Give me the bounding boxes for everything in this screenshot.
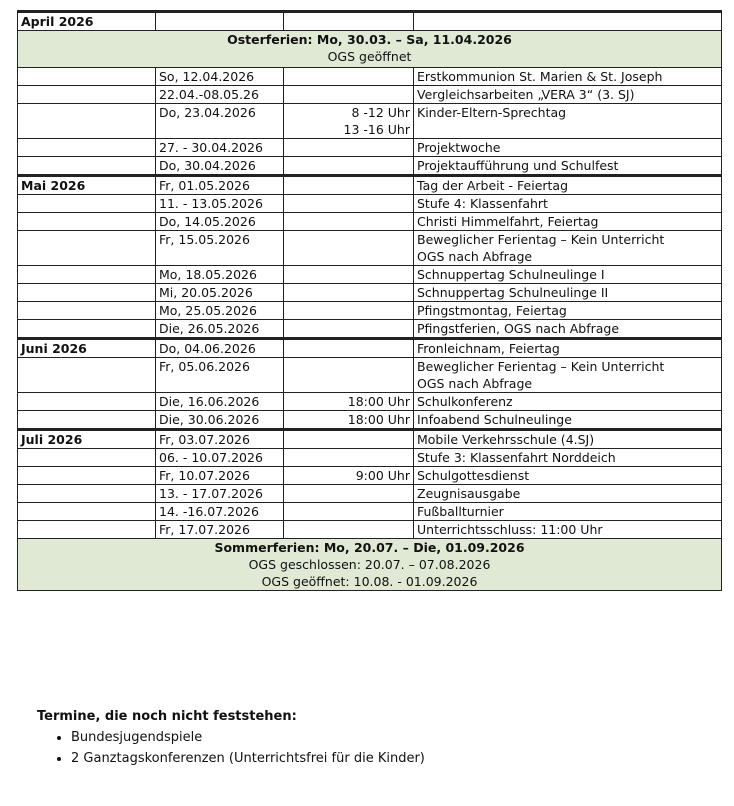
empty-cell bbox=[18, 521, 156, 539]
time-cell bbox=[284, 157, 414, 176]
table-row bbox=[18, 213, 722, 231]
table-row bbox=[18, 467, 722, 485]
time-cell bbox=[284, 411, 414, 430]
table-row bbox=[18, 86, 722, 104]
event-cell bbox=[414, 231, 722, 266]
table-row bbox=[18, 521, 722, 539]
month-header-row bbox=[18, 430, 722, 449]
event-cell bbox=[414, 139, 722, 157]
event-cell bbox=[414, 521, 722, 539]
event-text: Beweglicher Ferientag – Kein Unterricht bbox=[417, 359, 665, 374]
event-text: Unterrichtsschluss: 11:00 Uhr bbox=[417, 522, 603, 537]
empty-cell bbox=[18, 358, 156, 393]
table-row bbox=[18, 266, 722, 284]
event-cell bbox=[414, 86, 722, 104]
event-text: Fußballturnier bbox=[417, 504, 504, 519]
table-row bbox=[18, 157, 722, 176]
holiday-banner-row bbox=[18, 539, 722, 591]
time-value: 9:00 Uhr bbox=[355, 468, 410, 483]
empty-cell bbox=[18, 68, 156, 86]
table-row bbox=[18, 485, 722, 503]
table-row bbox=[18, 503, 722, 521]
empty-cell bbox=[414, 12, 722, 31]
table-row bbox=[18, 139, 722, 157]
date-cell: Die, 30.06.2026 bbox=[156, 411, 284, 430]
event-text: Infoabend Schulneulinge bbox=[417, 412, 572, 427]
empty-cell bbox=[18, 449, 156, 467]
date-cell: Fr, 10.07.2026 bbox=[156, 467, 284, 485]
time-cell bbox=[284, 284, 414, 302]
holiday-note: OGS geöffnet bbox=[327, 49, 412, 64]
date-cell: Fr, 03.07.2026 bbox=[156, 430, 284, 449]
event-cell bbox=[414, 157, 722, 176]
event-text: Beweglicher Ferientag – Kein Unterricht bbox=[417, 232, 665, 247]
event-text: Vergleichsarbeiten „VERA 3“ (3. SJ) bbox=[417, 87, 635, 102]
event-cell bbox=[414, 503, 722, 521]
time-cell bbox=[284, 449, 414, 467]
month-label: Juli 2026 bbox=[18, 430, 156, 449]
table-row bbox=[18, 449, 722, 467]
date-cell: Mi, 20.05.2026 bbox=[156, 284, 284, 302]
date-cell: So, 12.04.2026 bbox=[156, 68, 284, 86]
time-cell bbox=[284, 339, 414, 358]
event-cell bbox=[414, 411, 722, 430]
pending-dates-list bbox=[37, 727, 425, 769]
event-text: Tag der Arbeit - Feiertag bbox=[417, 178, 569, 193]
list-item: • Bundesjugendspiele bbox=[71, 727, 425, 748]
event-text: Schulkonferenz bbox=[417, 394, 513, 409]
time-cell bbox=[284, 393, 414, 411]
empty-cell bbox=[18, 393, 156, 411]
date-cell: Fr, 01.05.2026 bbox=[156, 176, 284, 195]
empty-cell bbox=[18, 320, 156, 339]
time-cell bbox=[284, 104, 414, 139]
month-label: April 2026 bbox=[18, 12, 156, 31]
holiday-title: Sommerferien: Mo, 20.07. – Die, 01.09.2026 bbox=[214, 540, 525, 555]
month-header-row bbox=[18, 12, 722, 31]
time-cell bbox=[284, 195, 414, 213]
time-cell bbox=[284, 68, 414, 86]
table-row bbox=[18, 302, 722, 320]
table-row bbox=[18, 231, 722, 266]
date-cell: Do, 04.06.2026 bbox=[156, 339, 284, 358]
holiday-title: Osterferien: Mo, 30.03. – Sa, 11.04.2026 bbox=[227, 32, 512, 47]
event-cell bbox=[414, 284, 722, 302]
empty-cell bbox=[18, 86, 156, 104]
holiday-banner-row bbox=[18, 31, 722, 68]
empty-cell bbox=[18, 284, 156, 302]
event-text: Schnuppertag Schulneulinge II bbox=[417, 285, 609, 300]
event-text: Projektaufführung und Schulfest bbox=[417, 158, 619, 173]
event-cell bbox=[414, 358, 722, 393]
holiday-banner bbox=[18, 31, 722, 68]
date-cell: 06. - 10.07.2026 bbox=[156, 449, 284, 467]
event-cell bbox=[414, 302, 722, 320]
event-text: OGS nach Abfrage bbox=[417, 376, 533, 391]
time-cell bbox=[284, 358, 414, 393]
holiday-note: OGS geschlossen: 20.07. – 07.08.2026 bbox=[248, 557, 491, 572]
time-cell bbox=[284, 430, 414, 449]
empty-cell bbox=[18, 467, 156, 485]
event-cell bbox=[414, 320, 722, 339]
date-cell: Mo, 25.05.2026 bbox=[156, 302, 284, 320]
event-text: Stufe 3: Klassenfahrt Norddeich bbox=[417, 450, 616, 465]
event-cell bbox=[414, 195, 722, 213]
date-cell: 27. - 30.04.2026 bbox=[156, 139, 284, 157]
event-cell bbox=[414, 449, 722, 467]
month-header-row bbox=[18, 339, 722, 358]
date-cell: 14. -16.07.2026 bbox=[156, 503, 284, 521]
holiday-note: OGS geöffnet: 10.08. - 01.09.2026 bbox=[261, 574, 478, 589]
time-cell bbox=[284, 485, 414, 503]
calendar-table bbox=[17, 10, 722, 591]
time-cell bbox=[284, 503, 414, 521]
pending-dates-section bbox=[37, 709, 425, 769]
list-item: • 2 Ganztagskonferenzen (Unterrichtsfrei für die Kinder) bbox=[71, 748, 425, 769]
table-row bbox=[18, 393, 722, 411]
time-value: 8 -12 Uhr bbox=[351, 105, 410, 120]
event-cell bbox=[414, 68, 722, 86]
holiday-banner bbox=[18, 539, 722, 591]
pending-dates-title: Termine, die noch nicht feststehen: bbox=[37, 709, 297, 724]
empty-cell bbox=[18, 157, 156, 176]
date-cell: Do, 23.04.2026 bbox=[156, 104, 284, 139]
time-value: 13 -16 Uhr bbox=[343, 122, 410, 137]
event-cell bbox=[414, 467, 722, 485]
date-cell: Do, 30.04.2026 bbox=[156, 157, 284, 176]
table-row bbox=[18, 104, 722, 139]
empty-cell bbox=[18, 139, 156, 157]
event-text: Pfingstferien, OGS nach Abfrage bbox=[417, 321, 620, 336]
event-cell bbox=[414, 213, 722, 231]
date-cell: 13. - 17.07.2026 bbox=[156, 485, 284, 503]
empty-cell bbox=[18, 485, 156, 503]
event-cell bbox=[414, 485, 722, 503]
event-text: Schnuppertag Schulneulinge I bbox=[417, 267, 605, 282]
time-cell bbox=[284, 320, 414, 339]
date-cell: Do, 14.05.2026 bbox=[156, 213, 284, 231]
event-cell bbox=[414, 266, 722, 284]
time-cell bbox=[284, 176, 414, 195]
time-value: 18:00 Uhr bbox=[347, 412, 410, 427]
time-cell bbox=[284, 266, 414, 284]
table-row bbox=[18, 68, 722, 86]
date-cell: Die, 16.06.2026 bbox=[156, 393, 284, 411]
empty-cell bbox=[18, 302, 156, 320]
event-text: Erstkommunion St. Marien & St. Joseph bbox=[417, 69, 663, 84]
time-cell bbox=[284, 231, 414, 266]
event-text: Pfingstmontag, Feiertag bbox=[417, 303, 567, 318]
event-text: Mobile Verkehrsschule (4.SJ) bbox=[417, 432, 595, 447]
date-cell: Mo, 18.05.2026 bbox=[156, 266, 284, 284]
event-text: Christi Himmelfahrt, Feiertag bbox=[417, 214, 599, 229]
table-row bbox=[18, 358, 722, 393]
table-row bbox=[18, 195, 722, 213]
empty-cell bbox=[18, 411, 156, 430]
event-text: Stufe 4: Klassenfahrt bbox=[417, 196, 548, 211]
empty-cell bbox=[18, 266, 156, 284]
event-text: OGS nach Abfrage bbox=[417, 249, 533, 264]
empty-cell bbox=[18, 213, 156, 231]
time-value: 18:00 Uhr bbox=[347, 394, 410, 409]
empty-cell bbox=[18, 503, 156, 521]
date-cell: Die, 26.05.2026 bbox=[156, 320, 284, 339]
date-cell: Fr, 17.07.2026 bbox=[156, 521, 284, 539]
time-cell bbox=[284, 467, 414, 485]
event-cell bbox=[414, 176, 722, 195]
event-text: Projektwoche bbox=[417, 140, 501, 155]
event-text: Schulgottesdienst bbox=[417, 468, 530, 483]
empty-cell bbox=[18, 231, 156, 266]
time-cell bbox=[284, 139, 414, 157]
empty-cell bbox=[284, 12, 414, 31]
event-text: Kinder-Eltern-Sprechtag bbox=[417, 105, 567, 120]
event-cell bbox=[414, 393, 722, 411]
table-row bbox=[18, 284, 722, 302]
event-cell bbox=[414, 339, 722, 358]
month-label: Mai 2026 bbox=[18, 176, 156, 195]
date-cell: 11. - 13.05.2026 bbox=[156, 195, 284, 213]
month-header-row bbox=[18, 176, 722, 195]
time-cell bbox=[284, 86, 414, 104]
event-text: Zeugnisausgabe bbox=[417, 486, 521, 501]
empty-cell bbox=[156, 12, 284, 31]
event-cell bbox=[414, 430, 722, 449]
date-cell: 22.04.-08.05.26 bbox=[156, 86, 284, 104]
table-row bbox=[18, 320, 722, 339]
time-cell bbox=[284, 302, 414, 320]
event-cell bbox=[414, 104, 722, 139]
empty-cell bbox=[18, 195, 156, 213]
time-cell bbox=[284, 521, 414, 539]
time-cell bbox=[284, 213, 414, 231]
empty-cell bbox=[18, 104, 156, 139]
table-row bbox=[18, 411, 722, 430]
month-label: Juni 2026 bbox=[18, 339, 156, 358]
event-text: Fronleichnam, Feiertag bbox=[417, 341, 560, 356]
date-cell: Fr, 15.05.2026 bbox=[156, 231, 284, 266]
date-cell: Fr, 05.06.2026 bbox=[156, 358, 284, 393]
